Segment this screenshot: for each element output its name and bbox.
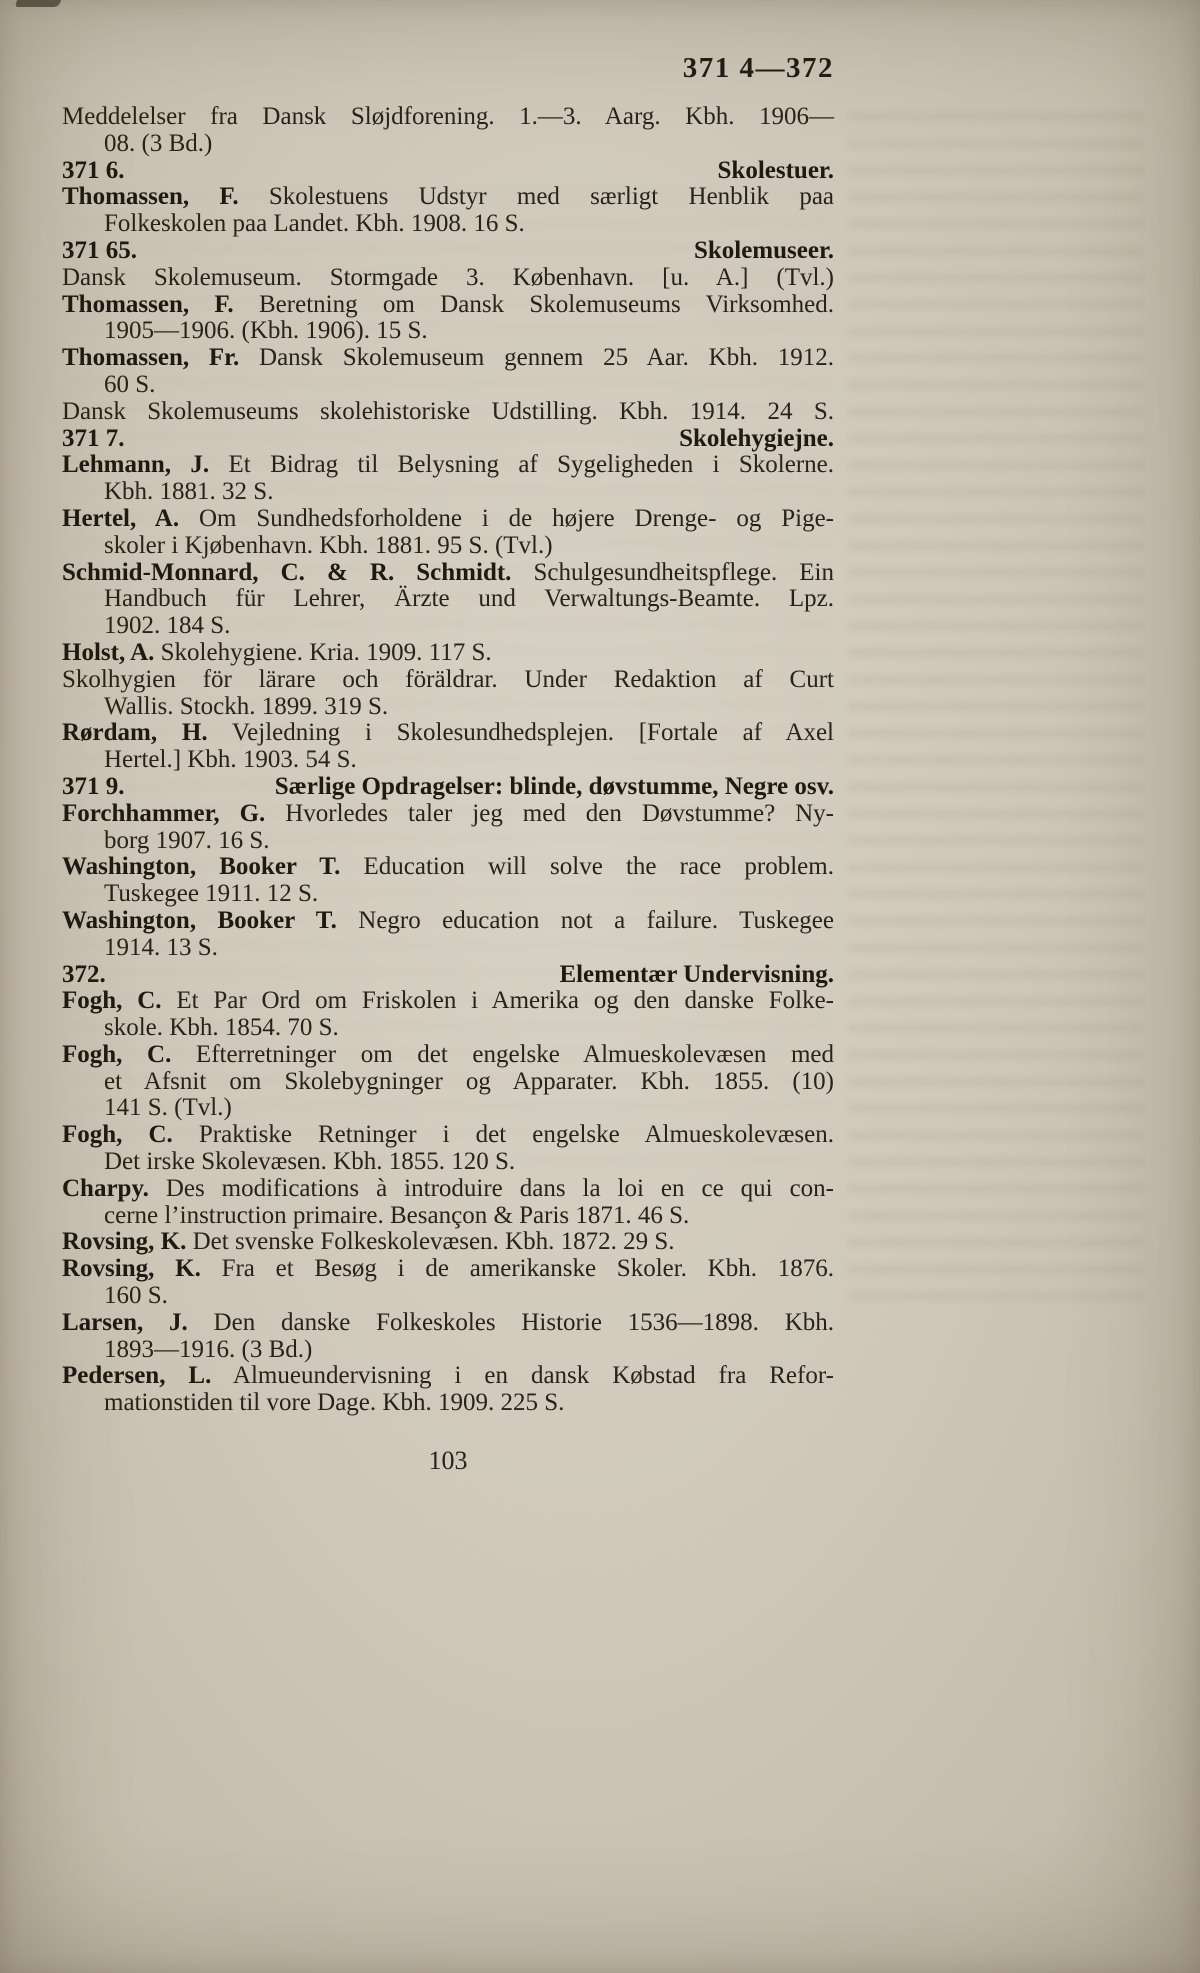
entry-line	[62, 854, 834, 881]
entry-line: 1893—1916. (3 Bd.)	[104, 1335, 313, 1363]
section-heading	[62, 158, 834, 185]
section-heading	[62, 426, 834, 453]
entry-line	[62, 1176, 834, 1203]
entry-line: 141 S. (Tvl.)	[104, 1094, 232, 1122]
entry-line: Hertel.] Kbh. 1903. 54 S.	[104, 746, 357, 774]
section-heading	[62, 962, 834, 989]
entry-text: Vejledning i Skolesundhedsplejen. [Fortale af Axel	[207, 719, 834, 747]
entry-text: Det svenske Folkeskolevæsen. Kbh. 1872. 29 S.	[186, 1228, 675, 1256]
entry-text: Et Bidrag til Belysning af Sygeligheden i Skolerne.	[209, 451, 834, 479]
entry-line: 60 S.	[104, 370, 156, 398]
author-name: Rørdam, H.	[62, 719, 208, 747]
entry-line	[62, 452, 834, 479]
author-name: Forchhammer, G.	[62, 799, 266, 827]
author-name: Rovsing, K.	[62, 1228, 187, 1256]
section-number: 371 6.	[62, 156, 125, 184]
section-number: 371 65.	[62, 236, 137, 264]
entry-text: Skolestuens Udstyr med særligt Henblik paa	[238, 183, 835, 211]
entry-line: skole. Kbh. 1854. 70 S.	[104, 1014, 339, 1042]
entry-text: Praktiske Retninger i det engelske Almueskolevæsen.	[172, 1121, 835, 1149]
section-heading	[62, 774, 834, 801]
entry-line: Dansk Skolemuseums skolehistoriske Udstilling. Kbh. 1914. 24 S.	[62, 397, 834, 425]
entry-line	[62, 1310, 834, 1337]
entry-text: Dansk Skolemuseum gennem 25 Aar. Kbh. 1912.	[239, 344, 834, 372]
entry-line: Skolhygien för lärare och föräldrar. Under Redaktion af Curt	[62, 665, 834, 693]
section-heading	[62, 238, 834, 265]
entry-line	[62, 720, 834, 747]
running-head: 371 4—372	[682, 52, 834, 84]
entry-line: 160 S.	[104, 1282, 168, 1310]
entry-line: Dansk Skolemuseum. Stormgade 3. København. [u. A.] (Tvl.)	[62, 263, 834, 291]
entry-text: Skolehygiene. Kria. 1909. 117 S.	[154, 638, 492, 666]
bibliography-text-block	[62, 104, 834, 1417]
author-name: Hertel, A.	[62, 504, 180, 532]
section-number: 371 9.	[62, 772, 125, 800]
author-name: Washington, Booker T.	[62, 853, 341, 881]
entry-line: 1914. 13 S.	[104, 933, 218, 961]
entry-line	[62, 345, 834, 372]
author-name: Holst, A.	[62, 638, 155, 666]
entry-text: Education will solve the race problem.	[340, 853, 834, 881]
entry-line	[62, 1363, 834, 1390]
author-name: Fogh, C.	[62, 1121, 173, 1149]
author-name: Fogh, C.	[62, 1040, 172, 1068]
entry-line: Wallis. Stockh. 1899. 319 S.	[104, 692, 389, 720]
entry-text: Efterretninger om det engelske Almueskolevæsen med	[171, 1040, 835, 1068]
entry-line	[62, 1042, 834, 1069]
entry-line	[62, 506, 834, 533]
section-title: Særlige Opdragelser: blinde, døvstumme, Negre osv.	[274, 772, 834, 800]
section-title: Skolestuer.	[717, 156, 834, 184]
entry-line: mationstiden til vore Dage. Kbh. 1909. 225 S.	[104, 1389, 565, 1417]
entry-line: 1902. 184 S.	[104, 612, 231, 640]
entry-line	[62, 801, 834, 828]
entry-line: Meddelelser fra Dansk Sløjdforening. 1.—3. Aarg. Kbh. 1906—	[62, 103, 834, 130]
entry-line	[62, 640, 834, 667]
entry-text: Beretning om Dansk Skolemuseums Virksomhed.	[233, 290, 834, 318]
entry-text: Fra et Besøg i de amerikanske Skoler. Kbh. 1876.	[200, 1255, 834, 1283]
entry-line: Folkeskolen paa Landet. Kbh. 1908. 16 S.	[104, 210, 525, 238]
entry-line: 1905—1906. (Kbh. 1906). 15 S.	[104, 317, 428, 345]
entry-line: borg 1907. 16 S.	[104, 826, 270, 854]
entry-line	[62, 1229, 834, 1256]
page-number: 103	[428, 1446, 468, 1475]
entry-text: Et Par Ord om Friskolen i Amerika og den danske Folke-	[161, 987, 834, 1015]
entry-line	[62, 292, 834, 319]
entry-line: 08. (3 Bd.)	[104, 129, 213, 157]
author-name: Lehmann, J.	[62, 451, 210, 479]
entry-line	[62, 560, 834, 587]
author-name: Rovsing, K.	[62, 1255, 201, 1283]
entry-line	[62, 988, 834, 1015]
section-title: Skolehygiejne.	[679, 424, 834, 452]
entry-text: Schulgesundheitspflege. Ein	[511, 558, 834, 586]
author-name: Thomassen, F.	[62, 183, 239, 211]
entry-text: Om Sundhedsforholdene i de højere Drenge- og Pige-	[179, 504, 834, 532]
entry-text: Hvorledes taler jeg med den Døvstumme? Ny-	[265, 799, 834, 827]
entry-line: Det irske Skolevæsen. Kbh. 1855. 120 S.	[104, 1148, 516, 1176]
entry-line	[62, 1122, 834, 1149]
entry-line: skoler i Kjøbenhavn. Kbh. 1881. 95 S. (Tvl.)	[104, 531, 553, 559]
entry-line: Tuskegee 1911. 12 S.	[104, 880, 319, 908]
author-name: Larsen, J.	[62, 1308, 188, 1336]
entry-line: Kbh. 1881. 32 S.	[104, 478, 274, 506]
entry-line: cerne l’instruction primaire. Besançon & Paris 1871. 46 S.	[104, 1201, 690, 1229]
entry-text: Den danske Folkeskoles Historie 1536—1898. Kbh.	[187, 1308, 835, 1336]
author-name: Charpy.	[62, 1174, 149, 1202]
author-name: Washington, Booker T.	[62, 906, 337, 934]
bleedthrough-ghost-right-margin	[848, 112, 1144, 1302]
entry-text: Des modifications à introduire dans la loi en ce qui con-	[148, 1174, 834, 1202]
section-number: 372.	[62, 960, 106, 988]
author-name: Thomassen, Fr.	[62, 344, 240, 372]
section-number: 371 7.	[62, 424, 125, 452]
entry-line: et Afsnit om Skolebygninger og Apparater. Kbh. 1855. (10)	[104, 1067, 834, 1095]
author-name: Fogh, C.	[62, 987, 162, 1015]
author-name: Schmid-Monnard, C. & R. Schmidt.	[62, 558, 512, 586]
section-title: Skolemuseer.	[693, 236, 834, 264]
scan-artifact	[15, 0, 61, 7]
author-name: Thomassen, F.	[62, 290, 234, 318]
entry-text: Almueundervisning i en dansk Købstad fra Refor-	[211, 1362, 835, 1390]
entry-line	[62, 1256, 834, 1283]
section-title: Elementær Undervisning.	[559, 960, 834, 988]
entry-line: Handbuch für Lehrer, Ärzte und Verwaltungs-Beamte. Lpz.	[104, 585, 834, 613]
author-name: Pedersen, L.	[62, 1362, 212, 1390]
entry-line	[62, 908, 834, 935]
entry-line	[62, 184, 834, 211]
entry-text: Negro education not a failure. Tuskegee	[336, 906, 834, 934]
